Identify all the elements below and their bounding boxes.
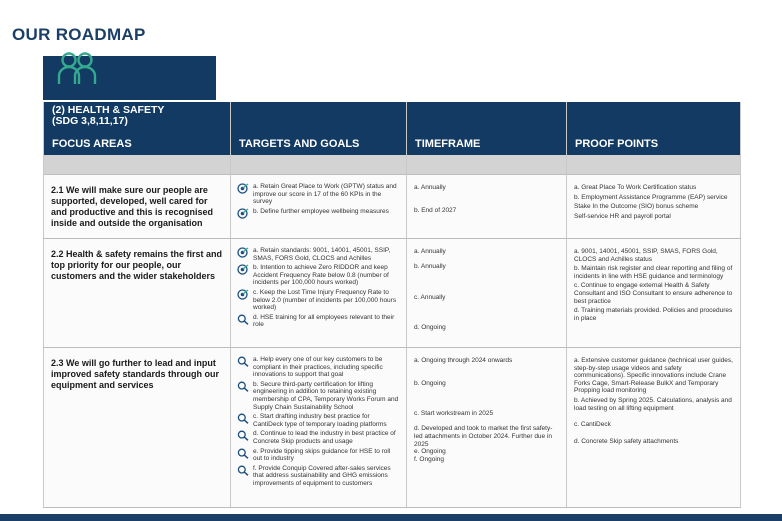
search-icon — [237, 465, 253, 476]
target-item — [237, 289, 400, 312]
timeframe-item: a. Ongoing through 2024 onwards — [414, 357, 513, 364]
target-text: c. Keep the Lost Time Injury Frequency Rate to below 2.0 (number of incidents per 100,000 hours worked) — [253, 288, 397, 312]
proof-point-item: Stake In the Outcome (SIO) bonus scheme — [574, 203, 699, 211]
timeframe-item — [414, 418, 560, 426]
section-icon-banner — [43, 56, 216, 100]
target-item — [237, 356, 400, 379]
search-icon — [237, 381, 253, 392]
search-icon — [237, 356, 253, 367]
timeframe-item: d. Developed and took to market the first safety-led attachments in October 2024. Further due in 2025 — [414, 425, 553, 448]
focus-area-text: 2.1 We will make sure our people are supported, developed, well cared for and productive and this is recognised inside and outside the organisation — [51, 185, 214, 228]
proof-point-item: d. Training materials provided. Policies and procedures in place — [574, 307, 733, 322]
timeframe-item — [414, 199, 560, 207]
column-header-row — [44, 129, 741, 155]
target-text: a. Help every one of our key customers to be compliant in their practices, including specific innovations to support that goal — [253, 356, 383, 379]
timeframe-item: c. Start workstream in 2025 — [414, 410, 494, 418]
target-item — [237, 208, 400, 219]
timeframe-item — [414, 387, 560, 395]
people-icon — [53, 46, 103, 90]
search-icon — [237, 413, 253, 424]
proof-point-item: b. Maintain risk register and clear reporting and filing of incidents in line with HSE guidance and terminology — [574, 265, 733, 280]
target-text: b. Secure third-party certification for lifting engineering in addition to retaining existing membership of CPA, Temporary Works Forum and Supply Chain Sustainability School — [253, 380, 399, 411]
section-caption — [44, 102, 230, 127]
header-focus-areas: FOCUS AREAS — [52, 138, 132, 150]
header-proof-points: PROOF POINTS — [575, 138, 659, 150]
target-item — [237, 183, 400, 206]
timeframe-item: e. Ongoing — [414, 448, 446, 456]
focus-area-text: 2.2 Health & safety remains the first and top priority for our people, our customers and the wider stakeholders — [51, 249, 223, 281]
proof-point-item: b. Employment Assistance Programme (EAP) service — [574, 193, 728, 201]
proof-point-item: a. 9001, 14001, 45001, SSIP, SMAS, FORS Gold, CLOCS and Achilles status — [574, 248, 718, 263]
target-item — [237, 430, 400, 445]
target-text: a. Retain standards: 9001, 14001, 45001, SSIP, SMAS, FORS Gold, CLOCS and Achilles — [253, 247, 391, 262]
target-text: c. Start drafting industry best practice for CantiDeck type of temporary loading platforms — [253, 413, 387, 428]
target-icon — [237, 208, 253, 219]
search-icon — [237, 448, 253, 459]
target-text: f. Provide Conquip Covered after-sales services that address sustainability and GHG emissions improvements of equipment to customers — [253, 464, 391, 487]
timeframe-item: b. Annually — [414, 263, 446, 271]
timeframe-item: b. End of 2027 — [414, 206, 457, 214]
page-title: OUR ROADMAP — [12, 25, 146, 44]
timeframe-item: a. Annually — [414, 248, 446, 255]
target-item — [237, 465, 400, 488]
target-icon — [237, 247, 253, 258]
timeframe-item — [414, 372, 560, 380]
timeframe-item: f. Ongoing — [414, 455, 444, 463]
target-item — [237, 264, 400, 287]
roadmap-table — [43, 102, 741, 508]
target-text: d. HSE training for all employees relevant to their role — [253, 313, 395, 329]
proof-point-item: Self-service HR and payroll portal — [574, 212, 671, 220]
target-icon — [237, 183, 253, 194]
timeframe-item: d. Ongoing — [414, 323, 446, 331]
proof-point-item: c. CantiDeck — [574, 421, 611, 429]
focus-area-text: 2.3 We will go further to lead and input improved safety standards through our equipment and services — [51, 358, 220, 390]
timeframe-item: c. Annually — [414, 293, 446, 301]
target-item — [237, 247, 400, 262]
search-icon — [237, 314, 253, 325]
table-row — [44, 175, 741, 239]
footer-bar — [0, 514, 782, 521]
timeframe-item — [414, 309, 560, 317]
target-item — [237, 448, 400, 463]
timeframe-item — [414, 286, 560, 294]
target-text: a. Retain Great Place to Work (GPTW) status and improve our score in 17 of the 60 KPIs in the survey — [253, 183, 397, 206]
section-caption-text: (2) HEALTH & SAFETY (SDG 3,8,11,17) — [52, 104, 165, 127]
timeframe-item — [414, 395, 560, 403]
timeframe-item — [414, 301, 560, 309]
search-icon — [237, 430, 253, 441]
target-text: e. Provide tipping skips guidance for HSE to roll out to industry — [253, 447, 391, 463]
target-text: b. Define further employee wellbeing measures — [253, 207, 389, 215]
timeframe-item — [414, 192, 560, 200]
timeframe-item: b. Ongoing — [414, 379, 446, 387]
timeframe-item — [414, 365, 560, 373]
timeframe-item — [414, 271, 560, 279]
proof-point-item: c. Continue to engage external Health & Safety Consultant and ISO Consultant to ensure adherence to best practice — [574, 282, 733, 305]
target-item — [237, 413, 400, 428]
proof-point-item: a. Great Place To Work Certification status — [574, 184, 697, 191]
proof-point-item: d. Concrete Skip safety attachments — [574, 437, 679, 445]
header-targets-goals: TARGETS AND GOALS — [239, 138, 360, 150]
table-row — [44, 348, 741, 508]
proof-point-item: b. Achieved by Spring 2025. Calculations, analysis and load testing on all lifting equipment — [574, 396, 732, 412]
timeframe-item: a. Annually — [414, 184, 446, 191]
target-item — [237, 314, 400, 329]
table-row — [44, 239, 741, 348]
timeframe-item — [414, 403, 560, 411]
proof-point-item: a. Extensive customer guidance (technical user guides, step-by-step usage videos and safety communications). Specific innovations include Crane Forks Cage, Smart-Release BulkX and Temporary Propping load monitoring — [574, 357, 733, 395]
timeframe-item — [414, 316, 560, 324]
spacer-row — [44, 155, 741, 175]
section-header-row — [44, 102, 741, 129]
header-timeframe: TIMEFRAME — [415, 138, 481, 150]
target-text: d. Continue to lead the industry in best practice of Concrete Skip products and usage — [253, 430, 396, 445]
timeframe-item — [414, 256, 560, 264]
timeframe-item — [414, 278, 560, 286]
target-text: b. Intention to achieve Zero RIDDOR and keep Accident Frequency Rate below 0.8 (number of incidents per 100,000 hours worked) — [253, 264, 389, 287]
target-item — [237, 381, 400, 411]
target-icon — [237, 289, 253, 300]
target-icon — [237, 264, 253, 275]
